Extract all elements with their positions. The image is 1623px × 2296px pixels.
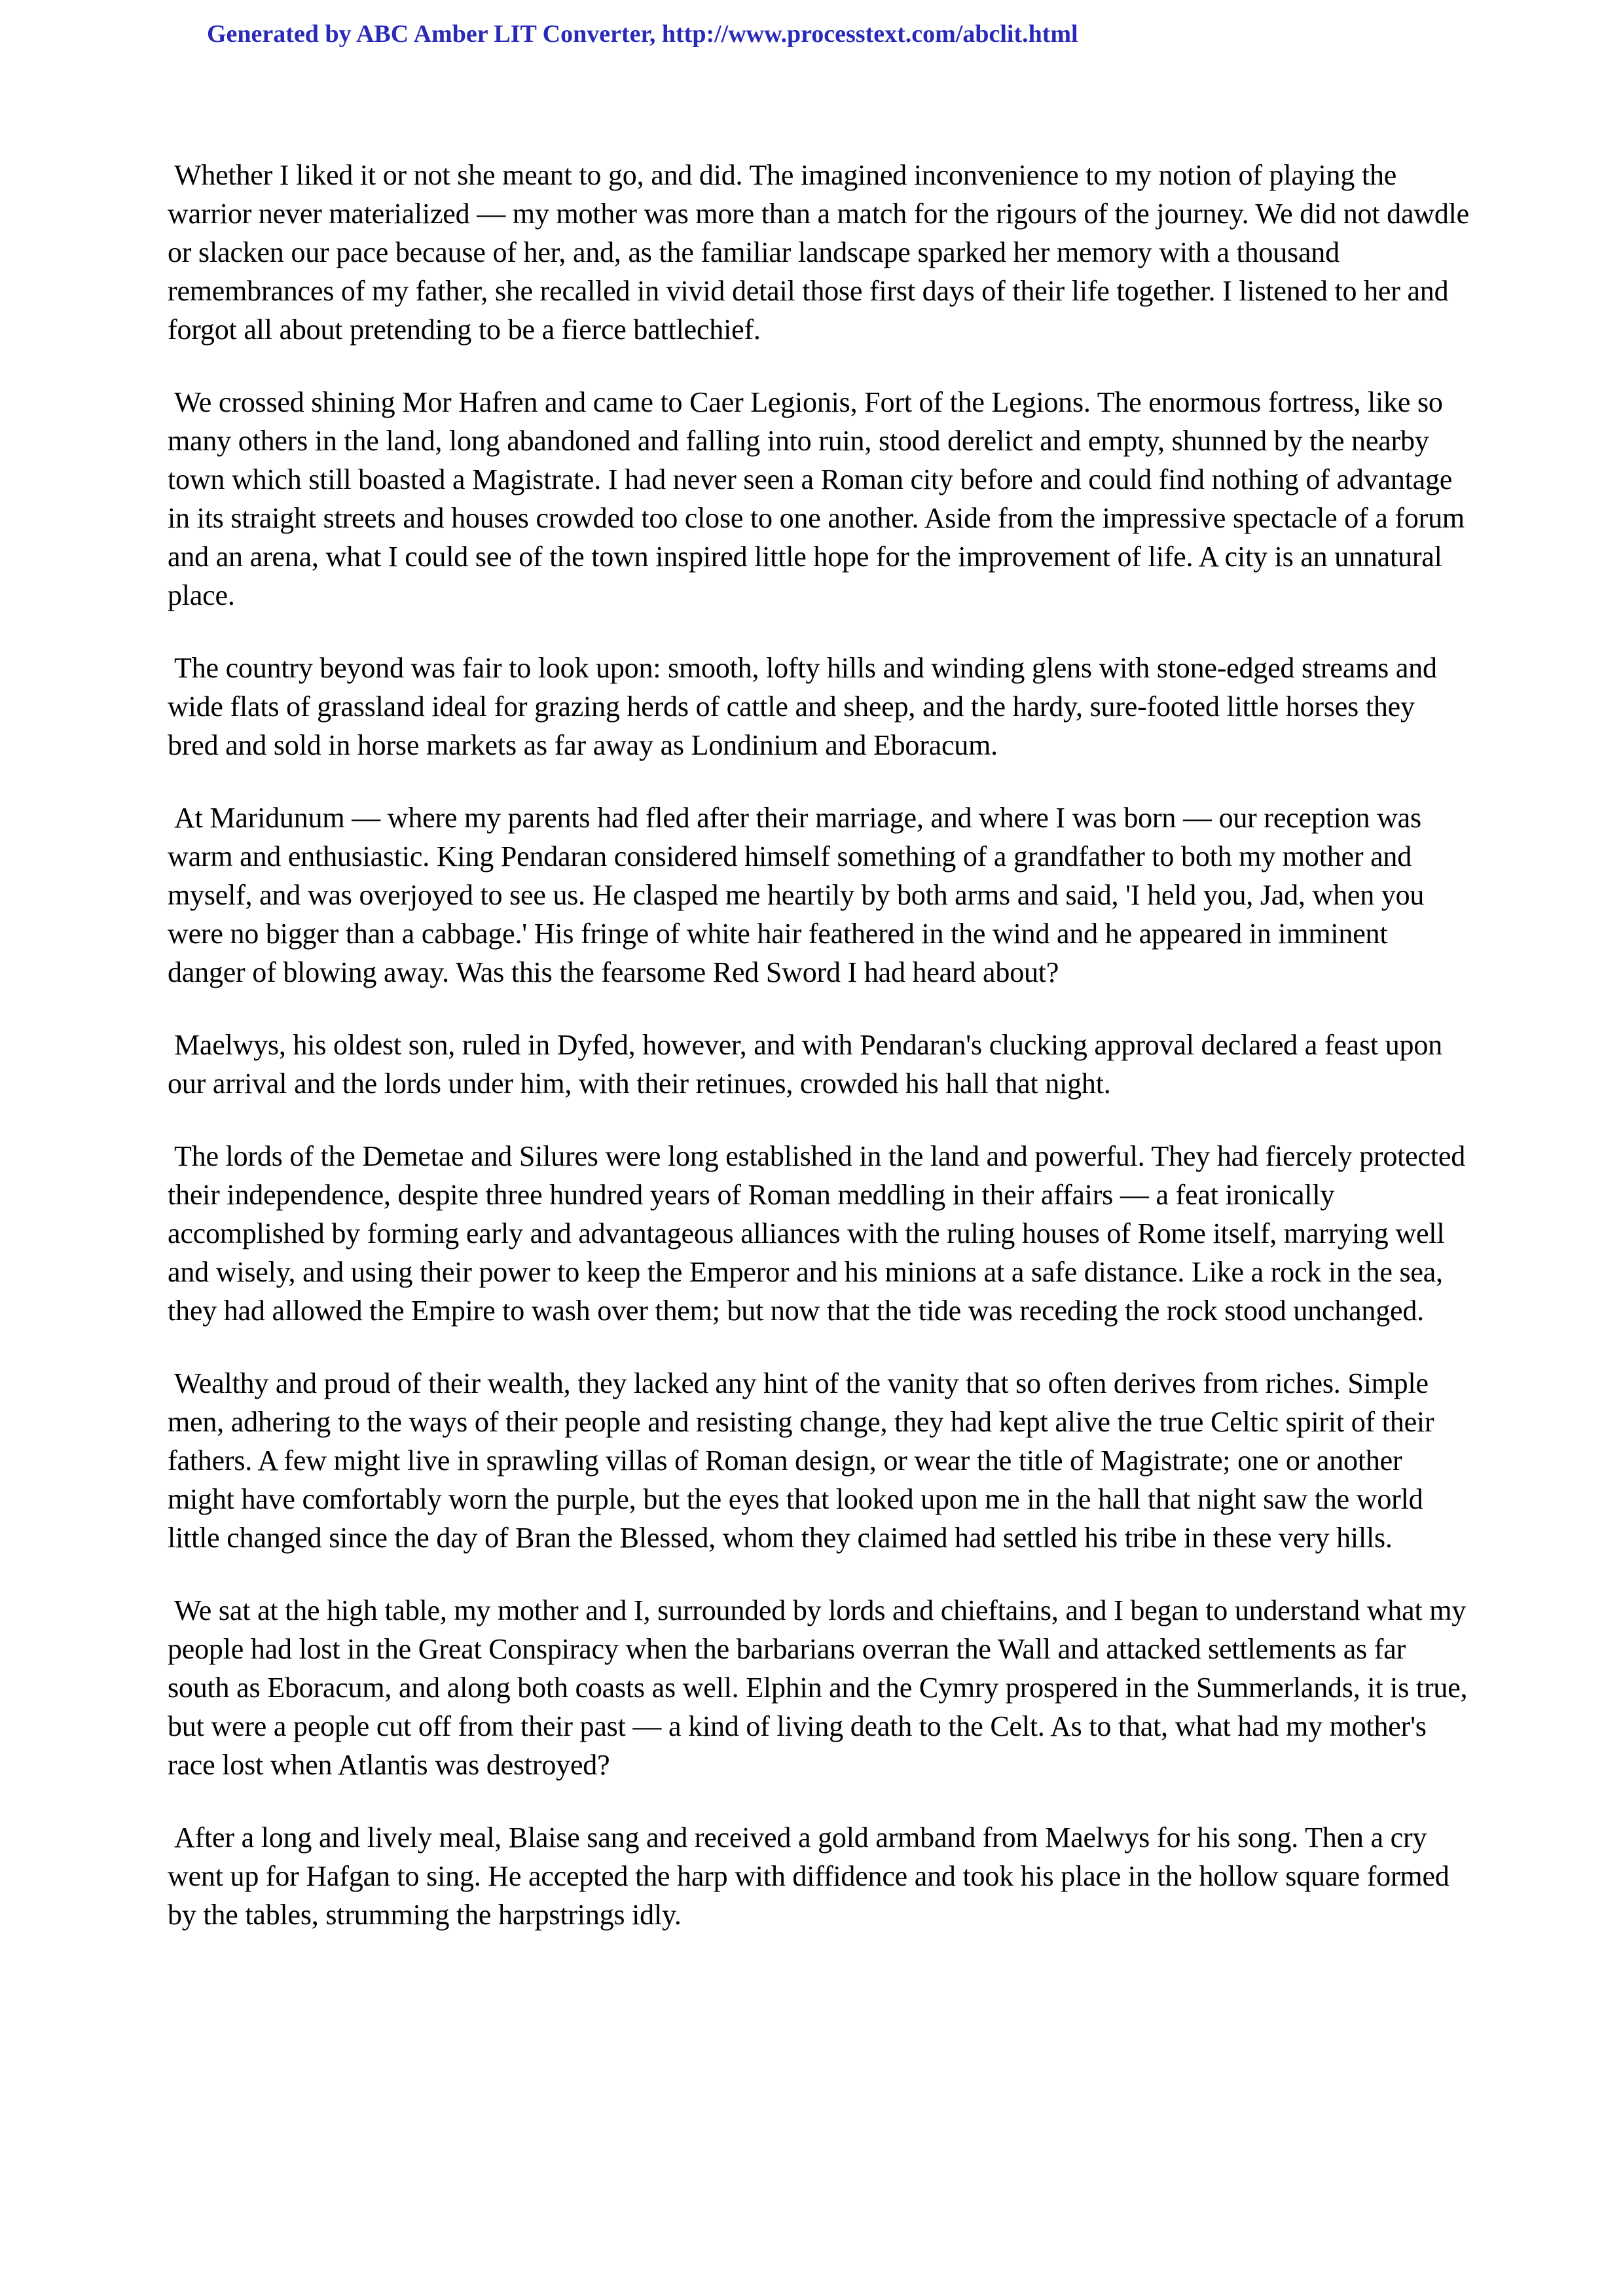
paragraph: After a long and lively meal, Blaise sang and received a gold armband from Maelwys for his song. Then a cry went up for Hafgan to sing. He accepted the harp with diffidence and took his place in the hollow square formed by the tables, strumming the harpstrings idly. xyxy=(168,1821,1450,1931)
paragraph: Wealthy and proud of their wealth, they lacked any hint of the vanity that so often derives from riches. Simple men, adhering to the ways of their people and resisting change, they had kept alive the true Celtic spirit of their fathers. A few might live in sprawling villas of Roman design, or wear the title of Magistrate; one or another might have comfortably worn the purple, but the eyes that looked upon me in the hall that night saw the world little changed since the day of Bran the Blessed, whom they claimed had settled his tribe in these very hills. xyxy=(168,1367,1434,1554)
converter-header-link[interactable]: Generated by ABC Amber LIT Converter, http://www.processtext.com/abclit.html xyxy=(207,20,1078,48)
paragraph: Whether I liked it or not she meant to go, and did. The imagined inconvenience to my notion of playing the warrior never materialized — my mother was more than a match for the rigours of the journey. We did not dawdle or slacken our pace because of her, and, as the familiar landscape sparked her memory with a thousand remembrances of my father, she recalled in vivid detail those first days of their life together. I listened to her and forgot all about pretending to be a fierce battlechief. xyxy=(168,159,1470,346)
paragraph: At Maridunum — where my parents had fled after their marriage, and where I was born — our reception was warm and enthusiastic. King Pendaran considered himself something of a grandfather to both my mother and myself, and was overjoyed to see us. He clasped me heartily by both arms and said, 'I held you, Jad, when you were no bigger than a cabbage.' His fringe of white hair feathered in the wind and he appeared in imminent danger of blowing away. Was this the fearsome Red Sword I had heard about? xyxy=(168,802,1425,988)
paragraph: We sat at the high table, my mother and I, surrounded by lords and chieftains, and I began to understand what my people had lost in the Great Conspiracy when the barbarians overran the Wall and attacked settlements as far south as Eboracum, and along both coasts as well. Elphin and the Cymry prospered in the Summerlands, it is true, but were a people cut off from their past — a kind of living death to the Celt. As to that, what had my mother's race lost when Atlantis was destroyed? xyxy=(168,1594,1468,1781)
paragraph: The lords of the Demetae and Silures were long established in the land and powerful. They had fiercely protected their independence, despite three hundred years of Roman meddling in their affairs — a feat ironically accomplished by forming early and advantageous alliances with the ruling houses of Rome itself, marrying well and wisely, and using their power to keep the Emperor and his minions at a safe distance. Like a rock in the sea, they had allowed the Empire to wash over them; but now that the tide was receding the rock stood unchanged. xyxy=(168,1140,1465,1327)
paragraph: The country beyond was fair to look upon: smooth, lofty hills and winding glens with stone-edged streams and wide flats of grassland ideal for grazing herds of cattle and sheep, and the hardy, sure-footed little horses they bred and sold in horse markets as far away as Londinium and Eboracum. xyxy=(168,652,1437,761)
document-body xyxy=(168,156,1470,1968)
paragraph: Maelwys, his oldest son, ruled in Dyfed, however, and with Pendaran's clucking approval declared a feast upon our arrival and the lords under him, with their retinues, crowded his hall that night. xyxy=(168,1029,1442,1100)
paragraph: We crossed shining Mor Hafren and came to Caer Legionis, Fort of the Legions. The enormous fortress, like so many others in the land, long abandoned and falling into ruin, stood derelict and empty, shunned by the nearby town which still boasted a Magistrate. I had never seen a Roman city before and could find nothing of advantage in its straight streets and houses crowded too close to one another. Aside from the impressive spectacle of a forum and an arena, what I could see of the town inspired little hope for the improvement of life. A city is an unnatural place. xyxy=(168,386,1465,611)
